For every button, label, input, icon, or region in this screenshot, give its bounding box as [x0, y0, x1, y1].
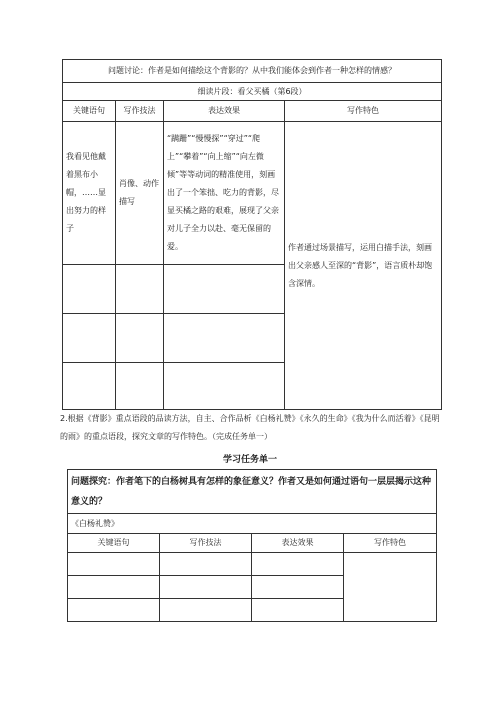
empty-cell: [68, 576, 160, 599]
empty-cell: [116, 363, 164, 410]
empty-cell: [164, 265, 285, 314]
empty-cell: [116, 265, 164, 314]
work-title: 《白杨礼赞》: [68, 514, 437, 534]
header-feature: 写作特色: [344, 534, 437, 553]
discussion-question: 问题讨论：作者是如何描绘这个背影的？从中我们能体会到作者一种怎样的情感？: [63, 60, 442, 83]
empty-cell: [116, 314, 164, 363]
header-feature: 写作特色: [285, 101, 442, 122]
header-effect: 表达效果: [252, 534, 344, 553]
task-sheet-table: [67, 469, 437, 622]
header-technique: 写作技法: [116, 101, 164, 122]
empty-cell: [160, 576, 252, 599]
task-sheet-title: 学习任务单一: [222, 455, 277, 465]
empty-cell: [164, 314, 285, 363]
reading-excerpt-heading: 细读片段：看父买橘（第6段）: [63, 83, 442, 101]
empty-cell: [252, 576, 344, 599]
technique-cell: 肖像、动作描写: [116, 122, 164, 265]
empty-cell: [164, 363, 285, 410]
feature-cell: 作者通过场景描写，运用白描手法，刻画出父亲感人至深的“背影”，语言质朴却饱含深情。: [285, 122, 442, 410]
empty-cell: [68, 553, 160, 576]
empty-cell: [63, 265, 116, 314]
empty-cell: [160, 599, 252, 622]
empty-feature-cell: [344, 553, 437, 622]
reading-analysis-table: [62, 59, 442, 410]
instruction-paragraph: [60, 412, 440, 448]
instruction-text: 2.根据《背影》重点语段的品读方法，自主、合作品析《白杨礼赞》《永久的生命》《我为什么而活着》《昆明的雨》的重点语段，探究文章的写作特色。（完成任务单一）: [60, 414, 440, 441]
empty-cell: [63, 314, 116, 363]
inquiry-question: 问题探究：作者笔下的白杨树具有怎样的象征意义？作者又是如何通过语句一层层揭示这种意义的？: [68, 470, 437, 514]
empty-cell: [252, 553, 344, 576]
empty-cell: [63, 363, 116, 410]
empty-cell: [160, 553, 252, 576]
effect-cell: “蹒跚”“慢慢探”“穿过”“爬上”“攀着”“向上缩”“向左微倾”等等动词的精准使用，刻画出了一个笨拙、吃力的背影，尽显买橘之路的艰难，展现了父亲对儿子全力以赴、毫无保留的爱。: [164, 122, 285, 265]
header-effect: 表达效果: [164, 101, 285, 122]
empty-cell: [68, 599, 160, 622]
header-key-sentence: 关键语句: [63, 101, 116, 122]
empty-cell: [252, 599, 344, 622]
header-key-sentence: 关键语句: [68, 534, 160, 553]
header-technique: 写作技法: [160, 534, 252, 553]
key-sentence-cell: 我看见他戴着黑布小帽，……显出努力的样子: [63, 122, 116, 265]
